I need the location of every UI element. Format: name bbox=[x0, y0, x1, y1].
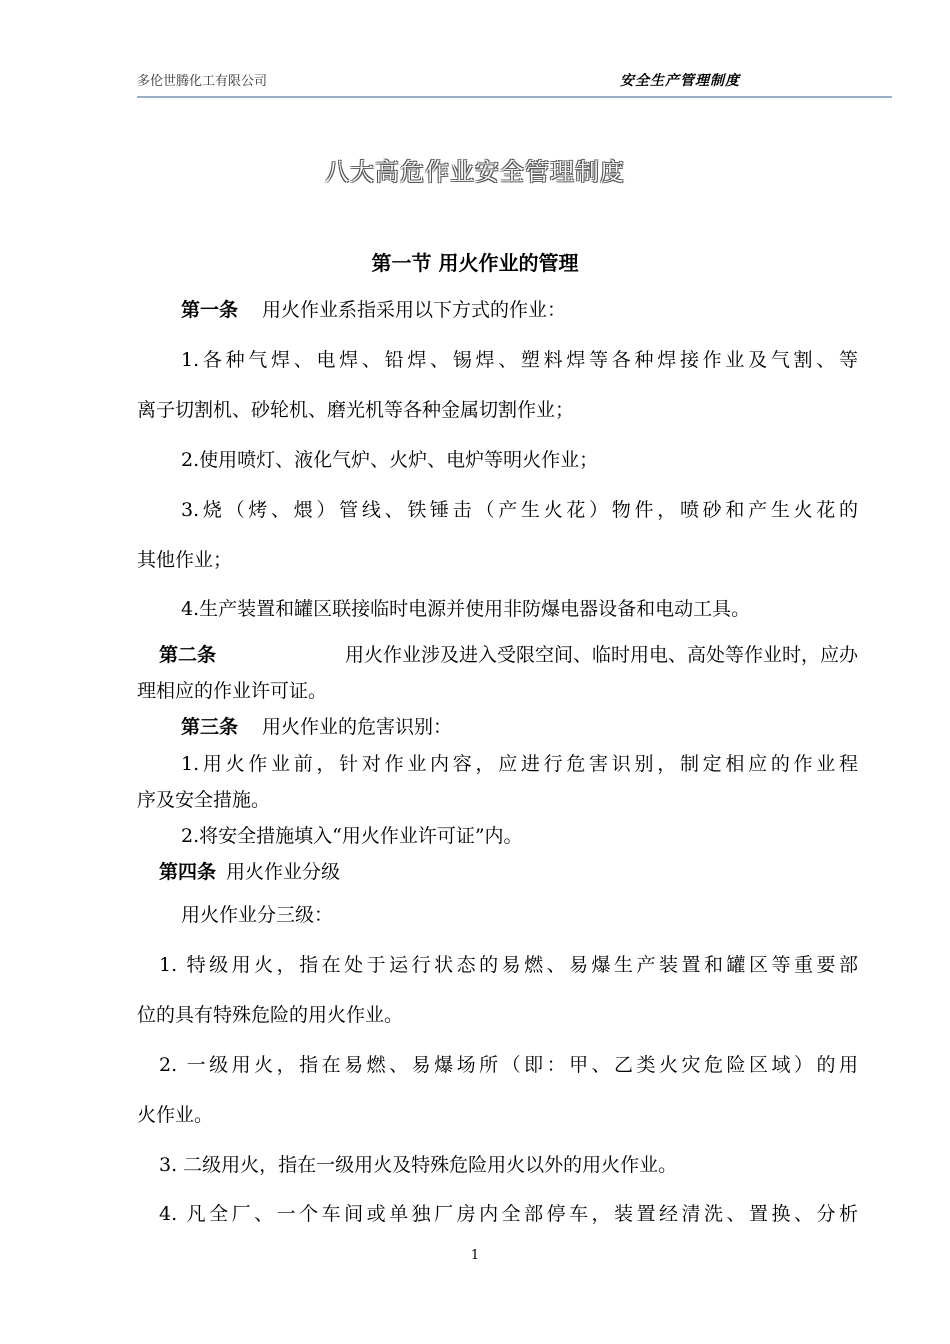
article-4-label: 第四条 bbox=[159, 861, 217, 883]
company-name: 多伦世腾化工有限公司 bbox=[137, 74, 268, 89]
article-4-intro: 用火作业分三级： bbox=[181, 904, 334, 926]
article-1-item-4: 4.生产装置和罐区联接临时电源并使用非防爆电器设备和电动工具。 bbox=[181, 598, 751, 620]
article-2-label: 第二条 bbox=[159, 644, 217, 666]
article-1-item-2: 2.使用喷灯、液化气炉、火炉、电炉等明火作业； bbox=[181, 449, 599, 471]
article-1-item-1: 1.各种气焊、电焊、铅焊、锡焊、塑料焊等各种焊接作业及气割、等 bbox=[181, 349, 858, 371]
document-title: 八大高危作业安全管理制度 bbox=[325, 158, 625, 186]
article-3-item-1-cont: 序及安全措施。 bbox=[137, 789, 271, 811]
article-4-text: 用火作业分级 bbox=[226, 861, 341, 883]
article-1-item-3: 3.烧（烤、煨）管线、铁锤击（产生火花）物件，喷砂和产生火花的 bbox=[181, 499, 858, 521]
article-2-text-cont: 理相应的作业许可证。 bbox=[137, 680, 328, 702]
article-3-heading bbox=[181, 714, 452, 740]
article-4-item-1-cont: 位的具有特殊危险的用火作业。 bbox=[137, 1004, 404, 1026]
article-4-item-2: 2. 一级用火，指在易燃、易爆场所（即：甲、乙类火灾危险区域）的用 bbox=[159, 1054, 858, 1076]
article-3-item-2: 2.将安全措施填入“用火作业许可证”内。 bbox=[181, 825, 523, 847]
article-4-item-2-cont: 火作业。 bbox=[137, 1104, 214, 1126]
article-1-heading bbox=[181, 297, 566, 323]
article-3-label: 第三条 bbox=[181, 716, 239, 738]
page-number: 1 bbox=[470, 1248, 480, 1263]
article-1-item-1-cont: 离子切割机、砂轮机、磨光机等各种金属切割作业； bbox=[137, 399, 575, 421]
article-4-item-4: 4. 凡全厂、一个车间或单独厂房内全部停车，装置经清洗、置换、分析 bbox=[159, 1203, 858, 1225]
article-1-label: 第一条 bbox=[181, 299, 239, 321]
document-category: 安全生产管理制度 bbox=[620, 73, 740, 89]
article-1-item-3-cont: 其他作业； bbox=[137, 549, 233, 571]
article-3-text: 用火作业的危害识别： bbox=[262, 716, 453, 738]
article-1-text: 用火作业系指采用以下方式的作业： bbox=[262, 299, 567, 321]
article-4-item-1: 1. 特级用火，指在处于运行状态的易燃、易爆生产装置和罐区等重要部 bbox=[159, 954, 858, 976]
article-4-heading bbox=[159, 859, 340, 885]
header-divider bbox=[137, 96, 892, 98]
article-2-text: 用火作业涉及进入受限空间、临时用电、高处等作业时，应办 bbox=[344, 644, 858, 666]
article-3-item-1: 1.用火作业前，针对作业内容，应进行危害识别，制定相应的作业程 bbox=[181, 753, 858, 775]
section-title: 第一节 用火作业的管理 bbox=[371, 251, 579, 275]
article-2-heading bbox=[159, 642, 858, 668]
article-4-item-3: 3. 二级用火，指在一级用火及特殊危险用火以外的用火作业。 bbox=[159, 1154, 678, 1176]
